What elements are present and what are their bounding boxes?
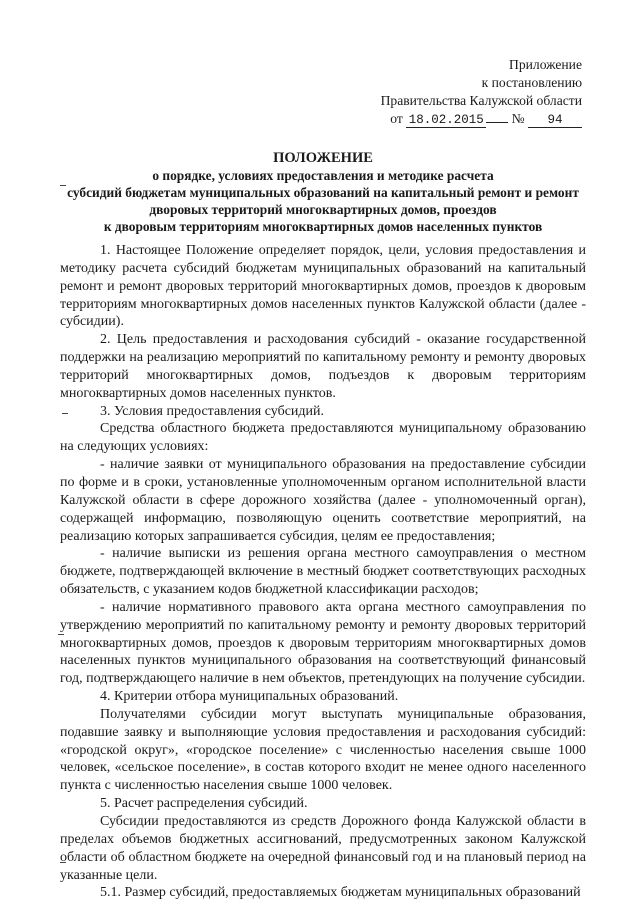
title-line: к дворовым территориям многоквартирных домов населенных пунктов	[103, 219, 543, 234]
number-label: №	[511, 111, 525, 126]
paragraph: 2. Цель предоставления и расходования субсидий - оказание государственной поддержки на реализацию мероприятий по капитальному ремонту и ремонту дворовых территорий многоквартирных домов, подъездов к дворовым территориям многоквартирных домов населенных пунктов.	[60, 332, 586, 401]
date-underline-tail	[486, 122, 508, 123]
appendix-block	[381, 56, 582, 128]
paragraph: 3. Условия предоставления субсидий.	[100, 403, 325, 419]
document-date: 18.02.2015	[406, 113, 486, 128]
appendix-line2: к постановлению	[481, 75, 582, 90]
document-number: 94	[528, 113, 582, 128]
appendix-line3: Правительства Калужской области	[380, 93, 582, 108]
paragraph: 4. Критерии отбора муниципальных образований.	[100, 689, 399, 705]
appendix-date-line	[381, 110, 582, 128]
paragraph: - наличие заявки от муниципального образования на предоставление субсидии по форме и в сроки, установленные уполномоченным органом исполнительной власти Калужской области в сфере дорожного хозяйства (далее - уполномоченный орган), содержащей информацию, позволяющую оценить соответствие мероприятий, на реализацию которых запрашивается субсидия, целям ее предоставления;	[60, 457, 586, 544]
paragraph: Получателями субсидии могут выступать муниципальные образования, подавшие заявку и выполняющие условия предоставления и расходования субсидий: «городской округ», «городское поселение» с численностью населения свыше 1000 человек, «сельское поселение», в состав которого входит не менее одного населенного пункта с численностью населения свыше 1000 человек.	[60, 706, 586, 794]
paragraph: 5.1. Размер субсидий, предоставляемых бюджетам муниципальных образований	[100, 885, 581, 901]
document-title	[60, 150, 586, 235]
paragraph: 1. Настоящее Положение определяет порядок, цели, условия предоставления и методику расчета субсидий бюджетам муниципальных образований на капитальный ремонт и ремонт дворовых территорий многоквартирных домов, проездов к дворовым территориям многоквартирных домов населенных пунктов Калужской области (далее - субсидии).	[60, 243, 586, 330]
title-line: о порядке, условиях предоставления и методике расчета	[152, 168, 494, 183]
paragraph: - наличие нормативного правового акта органа местного самоуправления по утверждению мероприятий по капитальному ремонту и ремонту дворовых территорий многоквартирных домов, проездов к дворовым территориям многоквартирных домов населенных пунктов муниципального образования на соответствующий финансовый год, подтверждающего наличие в нем объектов, претендующих на получение субсидии.	[60, 599, 586, 687]
title-heading: ПОЛОЖЕНИЕ	[273, 150, 373, 166]
paragraph: Средства областного бюджета предоставляются муниципальному образованию на следующих условиях:	[60, 421, 586, 455]
title-line: субсидий бюджетам муниципальных образований на капитальный ремонт и ремонт	[67, 185, 579, 200]
scan-mark	[60, 185, 66, 186]
appendix-line1: Приложение	[509, 57, 582, 72]
paragraph: - наличие выписки из решения органа местного самоуправления о местном бюджете, подтверждающей включение в местный бюджет соответствующих расходных обязательств, с указанием кодов бюджетной классификации расходов;	[60, 546, 586, 598]
document-body	[60, 242, 586, 902]
title-line: дворовых территорий многоквартирных домов, проездов	[149, 202, 497, 217]
from-label: от	[390, 111, 403, 126]
paragraph: Субсидии предоставляются из средств Дорожного фонда Калужской области в пределах объемов бюджетных ассигнований, предусмотренных законом Калужской области об областном бюджете на очередной финансовый год и на плановый период на указанные цели.	[60, 814, 586, 883]
paragraph: 5. Расчет распределения субсидий.	[100, 796, 308, 812]
